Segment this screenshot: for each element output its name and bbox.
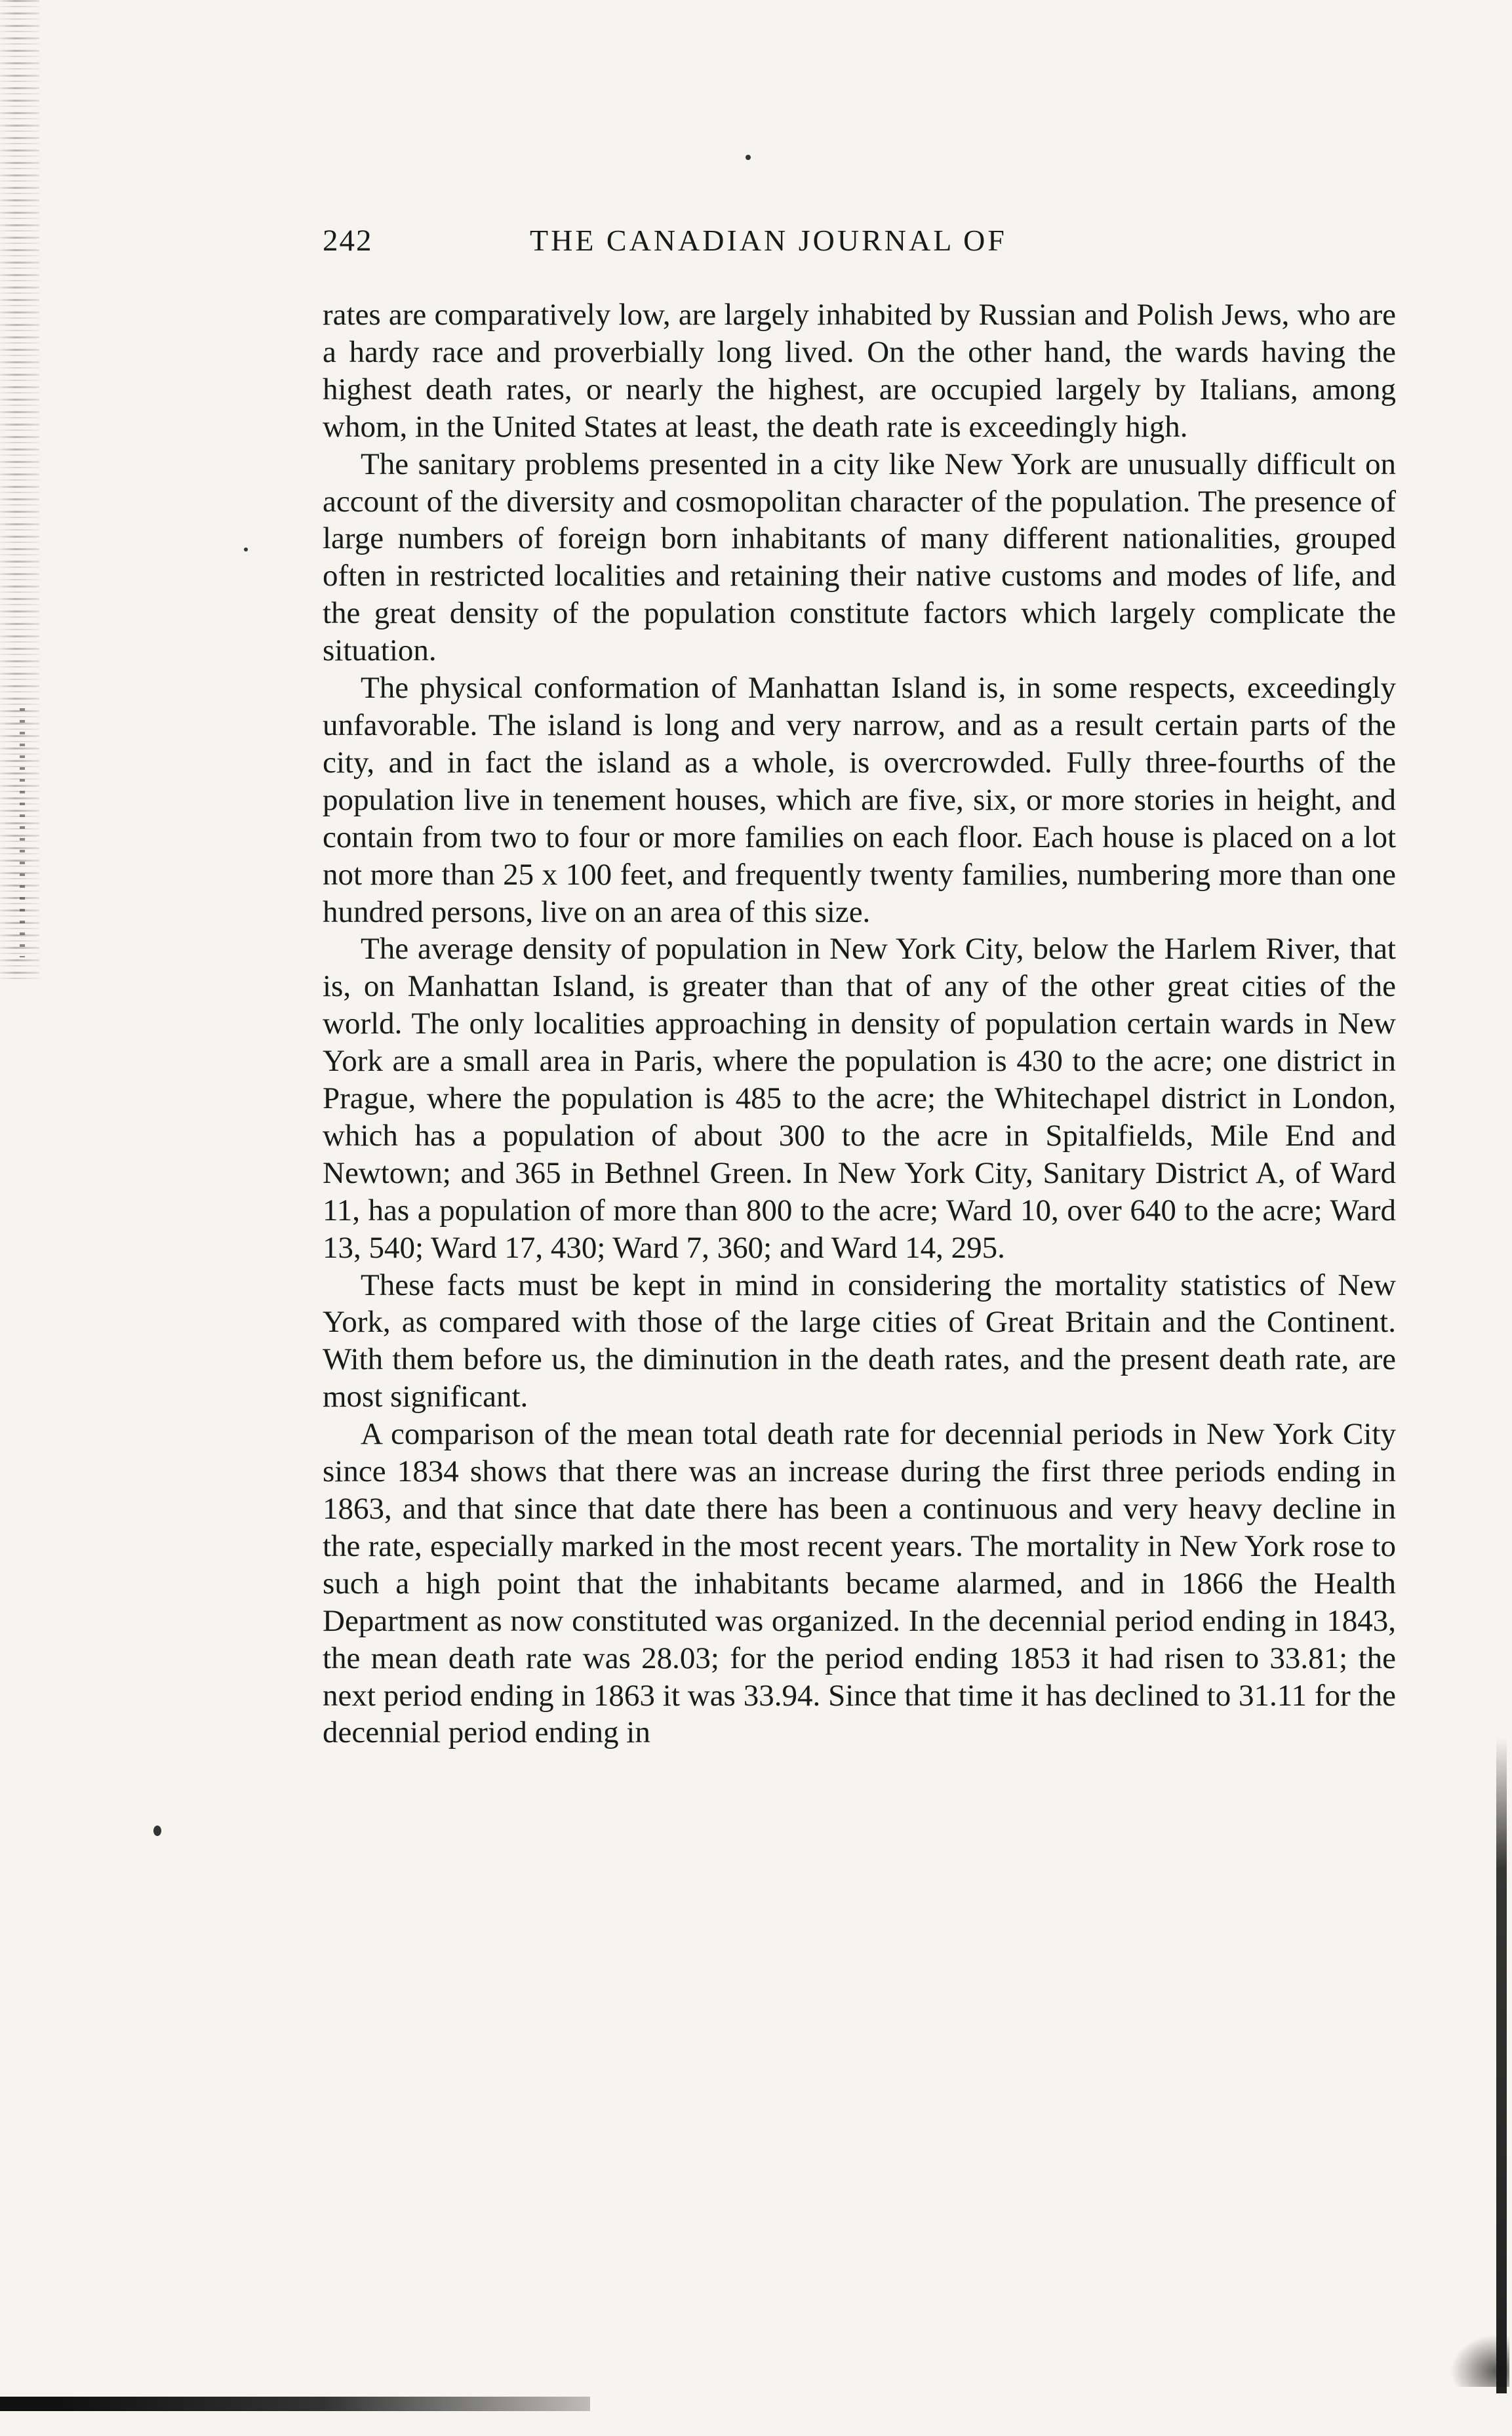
paragraph: The physical conformation of Manhattan Island is, in some respects, exceedingly unfavorable. The island is long and very narrow, and as a result certain parts of the city, and in fact the island as a whole, is overcrowded. Fully three-fourths of the population live in tenement houses, which are five, six, or more stories in height, and contain from two to four or more families on each floor. Each house is placed on a lot not more than 25 x 100 feet, and frequently twenty families, numbering more than one hundred persons, live on an area of this size. [323, 671, 1396, 929]
paragraph: rates are comparatively low, are largely inhabited by Russian and Polish Jews, who are a hardy race and proverbially long lived. On the other hand, the wards having the highest death rates, or nearly the highest, are occupied largely by Italians, among whom, in the United States at least, the death rate is exceedingly high. [323, 298, 1396, 444]
page-number: 242 [323, 224, 373, 258]
running-title: THE CANADIAN JOURNAL OF [530, 224, 1007, 257]
scan-bottom-bar [0, 2397, 590, 2411]
paragraph: A comparison of the mean total death rate for decennial periods in New York City since 1834 shows that there was an increase during the first three periods ending in 1863, and that since that date there has been a continuous and very heavy decline in the rate, especially marked in the most recent years. The mortality in New York rose to such a high point that the inhabitants became alarmed, and in 1866 the Health Department as now constituted was organized. In the decennial period ending in 1843, the mean death rate was 28.03; for the period ending 1853 it had risen to 33.81; the next period ending in 1863 it was 33.94. Since that time it has declined to 31.11 for the decennial period ending in [323, 1417, 1396, 1750]
running-header [323, 223, 1398, 269]
paragraph: The sanitary problems presented in a city like New York are unusually difficult on account of the diversity and cosmopolitan character of the population. The presence of large numbers of foreign born inhabitants of many different nationalities, grouped often in restricted localities and retaining their native customs and modes of life, and the great density of the population constitute factors which largely complicate the situation. [323, 447, 1396, 668]
body-text [323, 296, 1396, 1751]
paragraph: These facts must be kept in mind in considering the mortality statistics of New York, as compared with those of the large cities of Great Britain and the Continent. With them before us, the diminution in the death rates, and the present death rate, are most significant. [323, 1268, 1396, 1414]
page-corner-smudge [1450, 2334, 1509, 2387]
page-edge-shadow [1496, 1738, 1507, 2393]
paragraph: The average density of population in New York City, below the Harlem River, that is, on Manhattan Island, is greater than that of any of the other great cities of the world. The only localities approaching in density of population certain wards in New York are a small area in Paris, where the population is 430 to the acre; one district in Prague, where the population is 485 to the acre; the Whitechapel district in London, which has a population of about 300 to the acre in Spitalfields, Mile End and Newtown; and 365 in Bethnel Green. In New York City, Sanitary District A, of Ward 11, has a population of more than 800 to the acre; Ward 10, over 640 to the acre; Ward 13, 540; Ward 17, 430; Ward 7, 360; and Ward 14, 295. [323, 932, 1396, 1265]
scan-speck [244, 548, 248, 551]
binding-edge-marks [20, 708, 25, 957]
scan-speck [746, 155, 751, 160]
scan-speck [153, 1826, 161, 1836]
